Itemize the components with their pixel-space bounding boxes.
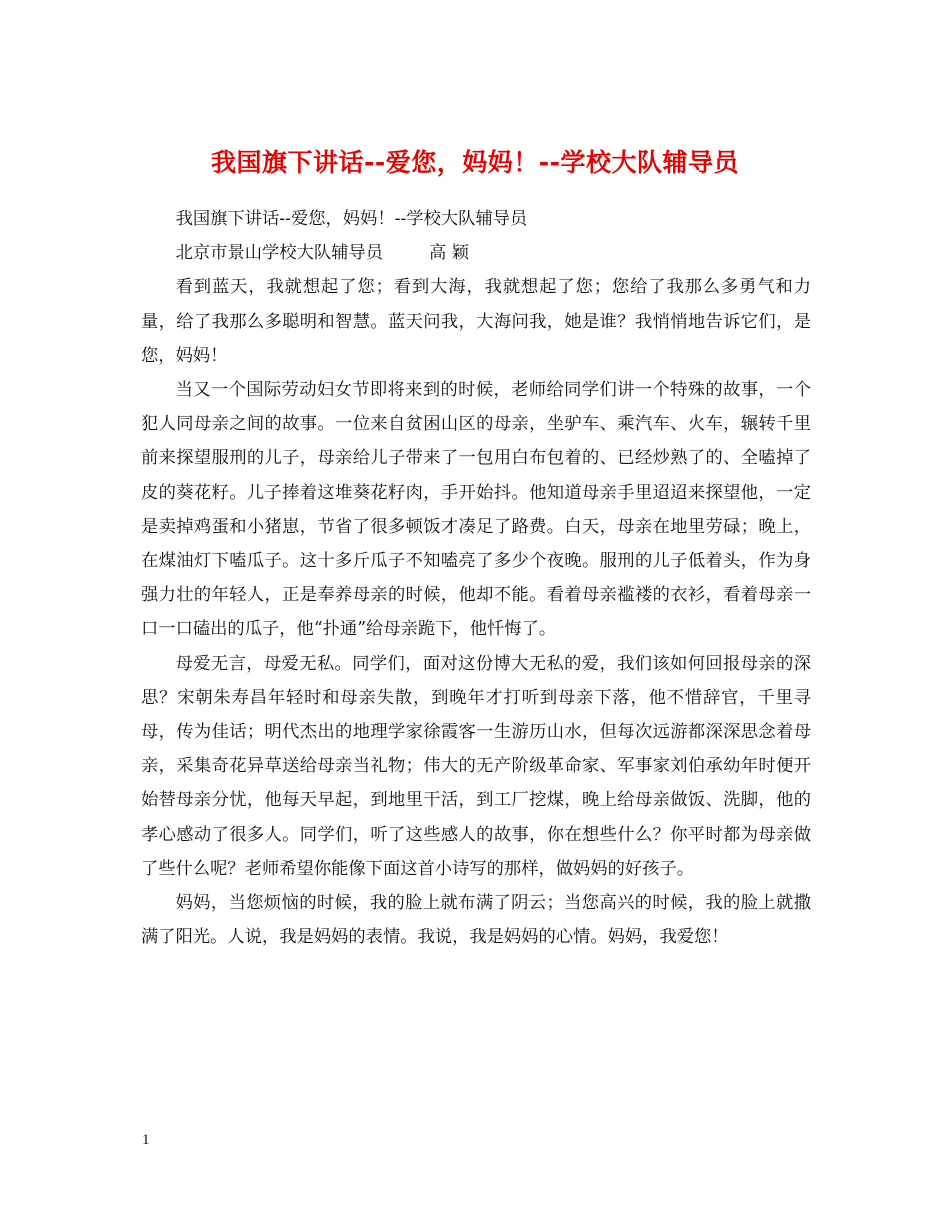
- page-number: 1: [142, 1132, 150, 1148]
- document-title: 我国旗下讲话--爱您，妈妈！--学校大队辅导员: [210, 147, 739, 177]
- document-body: [141, 202, 811, 954]
- author-affiliation: 北京市景山学校大队辅导员: [175, 243, 383, 264]
- author-byline: [141, 236, 811, 270]
- paragraph: 母爱无言，母爱无私。同学们，面对这份博大无私的爱，我们该如何回报母亲的深思？宋朝朱寿昌年轻时和母亲失散，到晚年才打听到母亲下落，他不惜辞官，千里寻母，传为佳话；明代杰出的地理学家徐霞客一生游历山水，但每次远游都深深思念着母亲，采集奇花异草送给母亲当礼物；伟大的无产阶级革命家、军事家刘伯承幼年时便开始替母亲分忧，他每天早起，到地里干活，到工厂挖煤，晚上给母亲做饭、洗脚，他的孝心感动了很多人。同学们，听了这些感人的故事，你在想些什么？你平时都为母亲做了些什么呢？老师希望你能像下面这首小诗写的那样，做妈妈的好孩子。: [141, 653, 811, 879]
- paragraph: 妈妈，当您烦恼的时候，我的脸上就布满了阴云；当您高兴的时候，我的脸上就撒满了阳光。人说，我是妈妈的表情。我说，我是妈妈的心情。妈妈，我爱您！: [141, 893, 811, 948]
- paragraph: 看到蓝天，我就想起了您；看到大海，我就想起了您；您给了我那么多勇气和力量，给了我那么多聪明和智慧。蓝天问我，大海问我，她是谁？我悄悄地告诉它们，是您，妈妈！: [141, 277, 811, 366]
- document-subtitle: 我国旗下讲话--爱您，妈妈！--学校大队辅导员: [175, 209, 528, 229]
- paragraph: 当又一个国际劳动妇女节即将来到的时候，老师给同学们讲一个特殊的故事，一个犯人同母亲之间的故事。一位来自贫困山区的母亲，坐驴车、乘汽车、火车，辗转千里前来探望服刑的儿子，母亲给儿子带来了一包用白布包着的、已经炒熟了的、全嗑掉了皮的葵花籽。儿子捧着这堆葵花籽肉，手开始抖。他知道母亲手里迢迢来探望他，一定是卖掉鸡蛋和小猪崽，节省了很多顿饭才凑足了路费。白天，母亲在地里劳碌；晚上，在煤油灯下嗑瓜子。这十多斤瓜子不知嗑亮了多少个夜晚。服刑的儿子低着头，作为身强力壮的年轻人，正是奉养母亲的时候，他却不能。看着母亲褴褛的衣衫，看着母亲一口一口磕出的瓜子，他“扑通”给母亲跪下，他忏悔了。: [141, 380, 811, 640]
- author-name: 高 颖: [428, 243, 470, 264]
